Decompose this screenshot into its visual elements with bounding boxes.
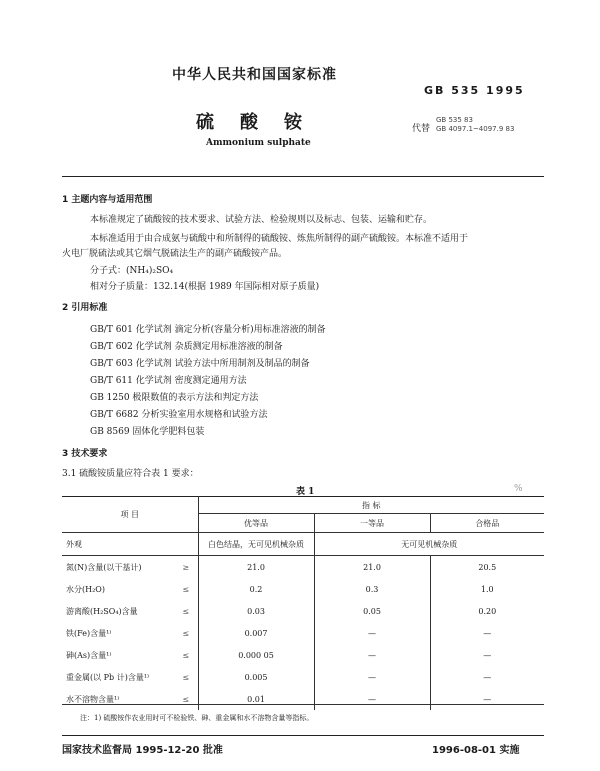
reference-item: GB/T 6682 分析实验室用水规格和试验方法 bbox=[90, 410, 268, 420]
reference-item: GB/T 601 化学试剂 滴定分析(容量分析)用标准溶液的制备 bbox=[90, 325, 326, 335]
replaces-label: 代替 bbox=[412, 124, 431, 134]
molecular-formula: 分子式：(NH₄)₂SO₄ bbox=[90, 266, 174, 276]
table-unit-mark: % bbox=[514, 484, 523, 494]
relative-molecular-mass: 相对分子质量：132.14(根据 1989 年国际相对原子质量) bbox=[90, 282, 320, 292]
approval-date: 国家技术监督局 1995-12-20 批准 bbox=[62, 745, 223, 756]
row-top-grade: 0.000 05 bbox=[198, 644, 314, 666]
row-first-grade: — bbox=[314, 666, 430, 688]
row-first-grade: — bbox=[314, 644, 430, 666]
row-item: 水分(H₂O) bbox=[66, 584, 105, 594]
row-top-grade: 0.005 bbox=[198, 666, 314, 688]
table-note: 注：1) 硫酸铵作农业用时可不检验铁、砷、重金属和水不溶物含量等指标。 bbox=[80, 714, 314, 722]
standard-number: GB 535 1995 bbox=[424, 84, 525, 97]
quality-requirements-table bbox=[62, 496, 544, 710]
row-qualified-grade: 1.0 bbox=[480, 584, 494, 594]
row-top-grade: 0.01 bbox=[198, 688, 314, 710]
row-symbol: ≤ bbox=[174, 622, 198, 644]
row-first-grade: 0.05 bbox=[314, 600, 430, 622]
clause-3-1: 3.1 硫酸铵质量应符合表 1 要求： bbox=[62, 469, 199, 479]
table-header-row bbox=[62, 497, 544, 514]
row-qualified-grade: — bbox=[483, 628, 492, 638]
row-qualified-grade: — bbox=[483, 650, 492, 660]
reference-item: GB 8569 固体化学肥料包装 bbox=[90, 427, 205, 437]
row-item: 外观 bbox=[62, 533, 174, 556]
row-top-grade: 21.0 bbox=[198, 556, 314, 579]
footer-divider bbox=[62, 735, 544, 736]
reference-item: GB/T 611 化学试剂 密度测定通用方法 bbox=[90, 376, 247, 386]
column-header-indicator: 指 标 bbox=[198, 497, 544, 514]
section-1-heading: 1 主题内容与适用范围 bbox=[62, 195, 153, 205]
row-symbol: ≤ bbox=[174, 688, 198, 710]
reference-item: GB/T 602 化学试剂 杂质测定用标准溶液的制备 bbox=[90, 342, 283, 352]
section-1-paragraph-2: 本标准适用于由合成氨与硫酸中和所制得的硫酸铵、炼焦所制得的副产硫酸铵。本标准不适用于 bbox=[90, 234, 469, 244]
row-first-grade: 21.0 bbox=[314, 556, 430, 579]
section-1-paragraph-1: 本标准规定了硫酸铵的技术要求、试验方法、检验规则以及标志、包装、运输和贮存。 bbox=[90, 215, 433, 225]
table-row bbox=[62, 556, 544, 579]
section-3-heading: 3 技术要求 bbox=[62, 449, 108, 459]
grade-first: 一等品 bbox=[314, 514, 430, 533]
header-divider bbox=[62, 176, 544, 177]
row-symbol: ≤ bbox=[174, 666, 198, 688]
document-subtitle: Ammonium sulphate bbox=[206, 138, 311, 148]
table-bottom-rule bbox=[62, 704, 544, 705]
grade-top: 优等品 bbox=[198, 514, 314, 533]
grade-qualified: 合格品 bbox=[430, 514, 544, 533]
row-top-grade: 0.007 bbox=[198, 622, 314, 644]
table-row bbox=[62, 600, 544, 622]
row-item: 氮(N)含量(以干基计) bbox=[66, 562, 142, 572]
row-qualified-grade: — bbox=[483, 694, 492, 704]
row-first-grade: — bbox=[314, 688, 430, 710]
table-row bbox=[62, 622, 544, 644]
row-symbol bbox=[174, 533, 198, 556]
column-header-item: 项 目 bbox=[62, 497, 198, 533]
row-qualified-grade: 20.5 bbox=[478, 562, 497, 572]
row-first-grade: 0.3 bbox=[314, 578, 430, 600]
table-row bbox=[62, 644, 544, 666]
row-qualified-grade: — bbox=[483, 672, 492, 682]
row-item: 重金属(以 Pb 计)含量¹⁾ bbox=[66, 672, 150, 682]
row-top-grade: 0.2 bbox=[198, 578, 314, 600]
table-row bbox=[62, 688, 544, 710]
replaces-standard-2: GB 4097.1~4097.9 83 bbox=[436, 125, 515, 133]
row-symbol: ≤ bbox=[174, 578, 198, 600]
table-caption: 表 1 bbox=[296, 487, 315, 497]
row-top-grade: 0.03 bbox=[198, 600, 314, 622]
reference-item: GB/T 603 化学试剂 试验方法中所用制剂及制品的制备 bbox=[90, 359, 310, 369]
row-first-grade: — bbox=[314, 622, 430, 644]
document-title: 硫酸铵 bbox=[196, 112, 328, 133]
row-symbol: ≥ bbox=[174, 556, 198, 579]
section-1-paragraph-2-cont: 火电厂脱硫法或其它烟气脱硫法生产的副产硫酸铵产品。 bbox=[62, 249, 288, 259]
row-qualified-grade: 0.20 bbox=[478, 606, 497, 616]
row-symbol: ≤ bbox=[174, 600, 198, 622]
section-2-heading: 2 引用标准 bbox=[62, 303, 108, 313]
table-row bbox=[62, 578, 544, 600]
row-top-grade: 白色结晶，无可见机械杂质 bbox=[198, 533, 314, 556]
table-row bbox=[62, 666, 544, 688]
effective-date: 1996-08-01 实施 bbox=[432, 745, 520, 756]
row-item: 砷(As)含量¹⁾ bbox=[66, 650, 112, 660]
table-row bbox=[62, 533, 544, 556]
row-first-and-qualified: 无可见机械杂质 bbox=[314, 533, 544, 556]
replaces-standard-1: GB 535 83 bbox=[436, 116, 473, 124]
row-item: 铁(Fe)含量¹⁾ bbox=[66, 628, 112, 638]
reference-item: GB 1250 极限数值的表示方法和判定方法 bbox=[90, 393, 259, 403]
issuer-heading: 中华人民共和国国家标准 bbox=[172, 67, 337, 83]
row-item: 游离酸(H₂SO₄)含量 bbox=[66, 606, 138, 616]
row-symbol: ≤ bbox=[174, 644, 198, 666]
row-item: 水不溶物含量¹⁾ bbox=[66, 694, 120, 704]
